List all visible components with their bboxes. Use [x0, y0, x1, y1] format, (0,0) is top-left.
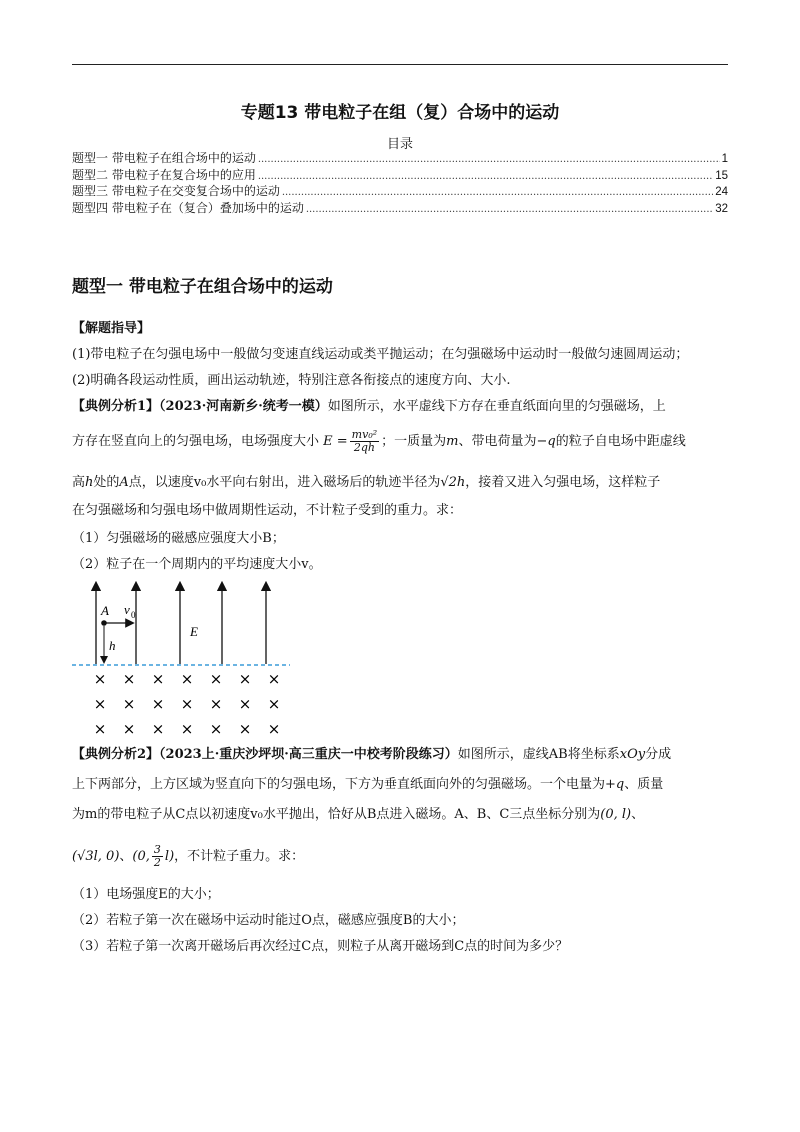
example1-text: ，接着又进入匀强电场，这样粒子	[465, 475, 661, 490]
magnetic-field-cross: ×	[209, 670, 223, 688]
magnetic-field-cross: ×	[238, 695, 252, 713]
coordinate-C-fraction	[152, 844, 163, 869]
magnetic-field-cross: ×	[209, 720, 223, 738]
toc-leader-dots	[258, 152, 720, 169]
page-title: 专题13 带电粒子在组（复）合场中的运动	[240, 103, 560, 123]
example1-text: 、带电荷量为	[458, 434, 537, 449]
height-label: h	[109, 638, 116, 653]
toc-heading: 目录	[386, 137, 413, 152]
header-rule	[72, 64, 728, 65]
magnetic-field-cross: ×	[122, 695, 136, 713]
example2-line-3	[72, 806, 742, 824]
velocity-subscript: 0	[131, 610, 136, 620]
coordinate-C	[132, 843, 175, 869]
toc-item-label: 题型三 带电粒子在交变复合场中的运动	[72, 184, 280, 198]
example1-text: 处的	[93, 475, 120, 490]
example2-text: 、	[119, 849, 133, 864]
magnetic-field-cross: ×	[122, 670, 136, 688]
toc-item-page: 1	[721, 153, 728, 165]
example2-text: ，不计粒子重力。求：	[174, 849, 305, 864]
example1-line-2	[72, 428, 742, 456]
example1-text: 如图所示，水平虚线下方存在垂直纸面向里的匀强磁场，上	[327, 399, 666, 414]
formula-numerator: mv₀²	[351, 428, 378, 441]
formula-denominator: 2qh	[353, 441, 375, 454]
toc-item-page: 15	[715, 169, 728, 182]
example1-line-4: 在匀强磁场和匀强电场中做周期性运动，不计粒子受到的重力。求：	[72, 503, 463, 518]
toc-item-label: 题型二 带电粒子在复合场中的应用	[72, 167, 256, 182]
magnetic-field-cross: ×	[180, 670, 194, 688]
magnetic-field-cross: ×	[180, 695, 194, 713]
coordinate-B: (√3l, 0)	[72, 849, 120, 864]
symbol-plus-q: +q	[605, 777, 625, 792]
coordinate-A: (0, l)	[600, 807, 632, 822]
field-diagram	[72, 578, 312, 743]
example1-text: 方存在竖直向上的匀强电场，电场强度大小	[72, 434, 320, 449]
toc-leader-dots	[306, 202, 713, 219]
fraction-numerator: 3	[153, 843, 161, 856]
magnetic-field-cross: ×	[93, 670, 107, 688]
coordinate-C-close: l)	[164, 849, 175, 864]
example2-line-1	[72, 746, 742, 764]
example1-text: 高	[72, 475, 86, 490]
toc-item-page: 24	[715, 186, 728, 198]
magnetic-field-cross: ×	[209, 695, 223, 713]
symbol-neg-q: −q	[536, 434, 556, 449]
velocity-label: v	[124, 602, 130, 617]
toc-item[interactable]	[72, 150, 728, 167]
example1-question-1: （1）匀强磁场的磁感应强度大小B；	[72, 531, 285, 546]
magnetic-field-cross: ×	[180, 720, 194, 738]
example1-line-1	[72, 398, 742, 416]
point-A-label: A	[101, 603, 109, 618]
example2-line-4	[72, 842, 742, 872]
example2-text: 上下两部分，上方区域为竖直向下的匀强电场，下方为垂直纸面向外的匀强磁场。一个电量为	[72, 777, 606, 792]
magnetic-field-cross: ×	[267, 720, 281, 738]
toc-item[interactable]	[72, 200, 728, 217]
magnetic-field-cross: ×	[93, 695, 107, 713]
magnetic-field-cross: ×	[238, 720, 252, 738]
example1-text: ；一质量为	[381, 434, 447, 449]
toc-leader-dots	[282, 185, 713, 202]
example2-text: 、	[631, 807, 645, 822]
radius-value: √2h	[440, 475, 466, 490]
field-strength-formula	[350, 429, 379, 454]
fraction-denominator: 2	[153, 856, 161, 869]
magnetic-field-cross: ×	[151, 670, 165, 688]
coordinate-C-open: (0,	[132, 849, 150, 864]
example2-line-2	[72, 776, 742, 794]
example1-text: 点，以速度v₀水平向右射出，进入磁场后的轨迹半径为	[128, 475, 441, 490]
guide-label: 【解题指导】	[72, 321, 151, 336]
toc-item-label: 题型一 带电粒子在组合场中的运动	[72, 151, 256, 165]
example2-question-3: （3）若粒子第一次离开磁场后再次经过C点，则粒子从离开磁场到C点的时间为多少？	[72, 939, 569, 954]
table-of-contents	[72, 150, 728, 216]
example2-question-2: （2）若粒子第一次在磁场中运动时能过O点，磁感应强度B的大小；	[72, 913, 465, 928]
toc-item[interactable]	[72, 183, 728, 200]
guide-line-2: (2)明确各段运动性质，画出运动轨迹，特别注意各衔接点的速度方向、大小.	[72, 373, 511, 388]
toc-item-label: 题型四 带电粒子在（复合）叠加场中的运动	[72, 200, 304, 215]
example2-text: 为m的带电粒子从C点以初速度v₀水平抛出，恰好从B点进入磁场。A、B、C三点坐标分别为	[72, 807, 601, 822]
guide-line-1: (1)带电粒子在匀强电场中一般做匀变速直线运动或类平抛运动；在匀强磁场中运动时一般做匀速圆周运动；	[72, 347, 689, 362]
magnetic-field-cross: ×	[267, 695, 281, 713]
example2-source: （2023上·重庆沙坪坝·高三重庆一中校考阶段练习）	[159, 747, 458, 762]
example2-text: 、质量	[624, 777, 664, 792]
example2-question-1: （1）电场强度E的大小；	[72, 887, 220, 902]
symbol-h: h	[85, 475, 94, 490]
field-E-label: E	[190, 624, 198, 639]
symbol-m: m	[446, 434, 459, 449]
toc-item-page: 32	[715, 202, 728, 215]
example1-question-2: （2）粒子在一个周期内的平均速度大小v。	[72, 557, 322, 572]
magnetic-field-cross: ×	[238, 670, 252, 688]
toc-leader-dots	[258, 169, 713, 186]
toc-item[interactable]	[72, 167, 728, 184]
magnetic-field-cross: ×	[93, 720, 107, 738]
magnetic-field-cross: ×	[151, 695, 165, 713]
example2-text: 分成	[645, 747, 672, 762]
symbol-A: A	[119, 475, 129, 490]
magnetic-field-cross: ×	[267, 670, 281, 688]
example1-line-3	[72, 474, 742, 492]
symbol-xoy: xOy	[619, 747, 646, 762]
magnetic-field-cross: ×	[122, 720, 136, 738]
section-heading: 题型一 带电粒子在组合场中的运动	[72, 277, 333, 297]
example2-label: 【典例分析2】	[72, 747, 160, 762]
example1-label: 【典例分析1】	[72, 399, 160, 414]
example1-text: 的粒子自电场中距虚线	[555, 434, 686, 449]
formula-lhs: E =	[323, 434, 348, 449]
example2-text: 如图所示，虚线AB将坐标系	[457, 747, 620, 762]
magnetic-field-crosses	[94, 670, 281, 738]
example1-source: （2023·河南新乡·统考一模）	[159, 399, 328, 414]
magnetic-field-cross: ×	[151, 720, 165, 738]
